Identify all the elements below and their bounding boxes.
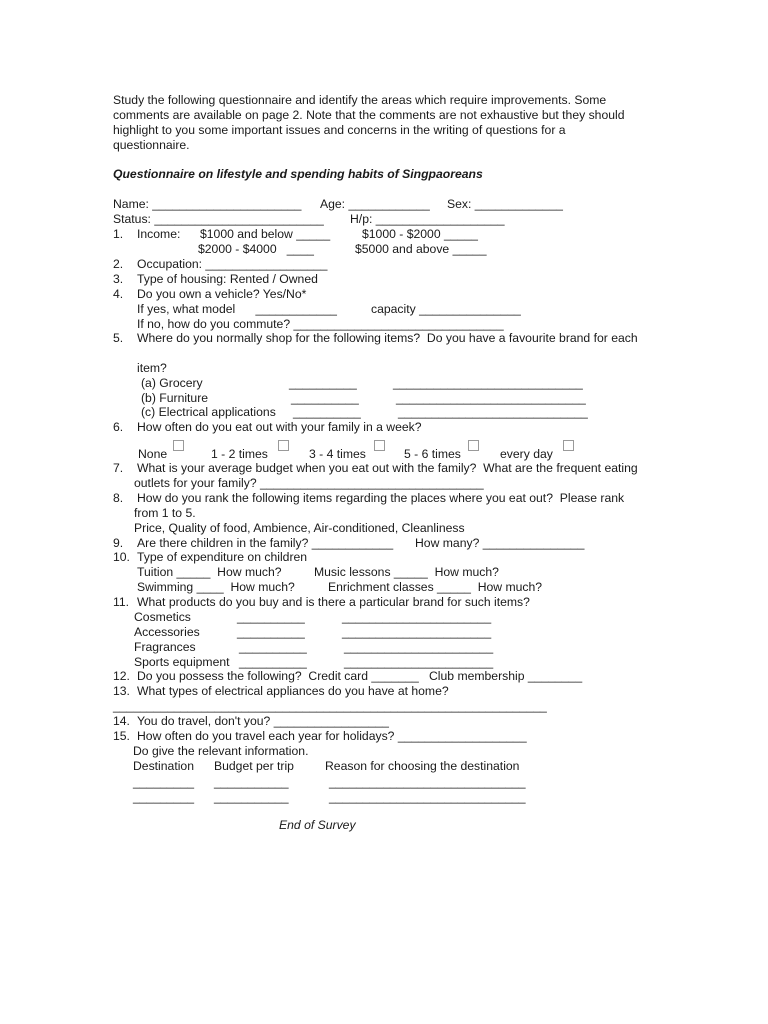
q2-number: 2. (113, 257, 124, 271)
q11-item-label: Cosmetics (134, 610, 191, 624)
q5-item-blank: __________ (289, 376, 357, 390)
q4-model: If yes, what model ____________ (137, 302, 337, 316)
questionnaire-title: Questionnaire on lifestyle and spending habits of Singpaoreans (113, 167, 483, 181)
q5-item-blank: __________ (291, 391, 359, 405)
q15-blank-reason: _____________________________ (329, 790, 526, 804)
q9-number: 9. (113, 536, 124, 550)
q10-music: Music lessons _____ How much? (314, 565, 499, 579)
q6-option-every-day: every day (500, 447, 553, 461)
q7-number: 7. (113, 461, 124, 475)
q2-text: Occupation: __________________ (137, 257, 328, 271)
q4-text: Do you own a vehicle? Yes/No* (137, 287, 307, 301)
q5-item-brand-blank: ____________________________ (396, 391, 586, 405)
q6-checkbox-every-day[interactable] (563, 440, 574, 451)
q13-answer-line: ________________________________________________________________ (113, 699, 547, 713)
q4-commute: If no, how do you commute? _______________________________ (137, 317, 504, 331)
q5-cont: item? (137, 361, 167, 375)
q15-blank-budget: ___________ (214, 790, 289, 804)
q6-checkbox-none[interactable] (173, 440, 184, 451)
q5-item-blank: __________ (293, 405, 361, 419)
q1-option-1: $1000 and below _____ (200, 227, 331, 241)
q13-number: 13. (113, 684, 130, 698)
q15-col-budget: Budget per trip (214, 759, 294, 773)
q1-option-2: $1000 - $2000 _____ (362, 227, 478, 241)
q11-item-brand-blank: ______________________ (344, 640, 494, 654)
q11-item-blank: __________ (239, 655, 307, 669)
q15-text: How often do you travel each year for holidays? ___________________ (137, 729, 527, 743)
q7-text: What is your average budget when you eat out with the family? What are the frequent eating (137, 461, 638, 475)
q6-checkbox-1-2[interactable] (278, 440, 289, 451)
q3-text: Type of housing: Rented / Owned (137, 272, 318, 286)
end-of-survey: End of Survey (279, 818, 356, 832)
status-field: Status: _________________________ (113, 212, 324, 226)
q6-number: 6. (113, 420, 124, 434)
intro-line-4: questionnaire. (113, 138, 190, 152)
q9-text: Are there children in the family? ____________ (137, 536, 394, 550)
q11-item-label: Sports equipment (134, 655, 230, 669)
q5-item-brand-blank: ____________________________ (393, 376, 583, 390)
q8-cont: from 1 to 5. (134, 506, 196, 520)
intro-line-1: Study the following questionnaire and identify the areas which require improvements. Some (113, 93, 607, 107)
q15-number: 15. (113, 729, 130, 743)
q6-option-5-6: 5 - 6 times (404, 447, 461, 461)
hp-field: H/p: ___________________ (350, 212, 505, 226)
q8-items: Price, Quality of food, Ambience, Air-conditioned, Cleanliness (134, 521, 465, 535)
q6-option-3-4: 3 - 4 times (309, 447, 366, 461)
q12-number: 12. (113, 669, 130, 683)
q5-item-label: (a) Grocery (141, 376, 203, 390)
q6-checkbox-5-6[interactable] (468, 440, 479, 451)
q10-swimming: Swimming ____ How much? (137, 580, 295, 594)
q10-enrichment: Enrichment classes _____ How much? (328, 580, 543, 594)
q15-blank-destination: _________ (133, 775, 195, 789)
q1-option-4: $5000 and above _____ (355, 242, 487, 256)
intro-line-2: comments are available on page 2. Note that the comments are not exhaustive but they should (113, 108, 625, 122)
q15-col-destination: Destination (133, 759, 194, 773)
q5-item-brand-blank: ____________________________ (398, 405, 588, 419)
q9-how-many: How many? _______________ (415, 536, 585, 550)
q10-number: 10. (113, 550, 130, 564)
q11-item-blank: __________ (239, 640, 307, 654)
q15-cont: Do give the relevant information. (133, 744, 309, 758)
q5-item-label: (c) Electrical applications (141, 405, 276, 419)
q7-cont: outlets for your family? _________________________________ (134, 476, 484, 490)
q11-item-brand-blank: ______________________ (342, 610, 492, 624)
q15-blank-reason: _____________________________ (329, 775, 526, 789)
q15-col-reason: Reason for choosing the destination (325, 759, 520, 773)
q11-item-blank: __________ (237, 610, 305, 624)
q4-capacity: capacity _______________ (371, 302, 521, 316)
q1-label: Income: (137, 227, 181, 241)
q1-number: 1. (113, 227, 124, 241)
q11-item-blank: __________ (237, 625, 305, 639)
sex-field: Sex: _____________ (447, 197, 563, 211)
q10-text: Type of expenditure on children (137, 550, 308, 564)
q1-option-3: $2000 - $4000 ____ (198, 242, 314, 256)
q15-blank-destination: _________ (133, 790, 195, 804)
q11-text: What products do you buy and is there a particular brand for such items? (137, 595, 530, 609)
q11-item-label: Fragrances (134, 640, 196, 654)
age-field: Age: ____________ (320, 197, 430, 211)
q10-tuition: Tuition _____ How much? (137, 565, 282, 579)
q11-number: 11. (113, 595, 130, 609)
q5-item-label: (b) Furniture (141, 391, 209, 405)
q8-number: 8. (113, 491, 124, 505)
q4-number: 4. (113, 287, 124, 301)
q12-text: Do you possess the following? Credit card _______ Club membership ________ (137, 669, 583, 683)
name-field: Name: ______________________ (113, 197, 302, 211)
intro-line-3: highlight to you some important issues and concerns in the writing of questions for a (113, 123, 566, 137)
q5-number: 5. (113, 331, 124, 345)
q6-text: How often do you eat out with your family in a week? (137, 420, 422, 434)
q15-blank-budget: ___________ (214, 775, 289, 789)
q6-checkbox-3-4[interactable] (374, 440, 385, 451)
q11-item-brand-blank: ______________________ (344, 655, 494, 669)
q11-item-brand-blank: ______________________ (342, 625, 492, 639)
q14-text: You do travel, don't you? _________________ (137, 714, 389, 728)
q5-text: Where do you normally shop for the following items? Do you have a favourite brand for each (137, 331, 638, 345)
q11-item-label: Accessories (134, 625, 200, 639)
q14-number: 14. (113, 714, 130, 728)
q3-number: 3. (113, 272, 124, 286)
q8-text: How do you rank the following items regarding the places where you eat out? Please rank (137, 491, 625, 505)
q13-text: What types of electrical appliances do you have at home? (137, 684, 449, 698)
q6-option-none: None (138, 447, 168, 461)
q6-option-1-2: 1 - 2 times (211, 447, 268, 461)
